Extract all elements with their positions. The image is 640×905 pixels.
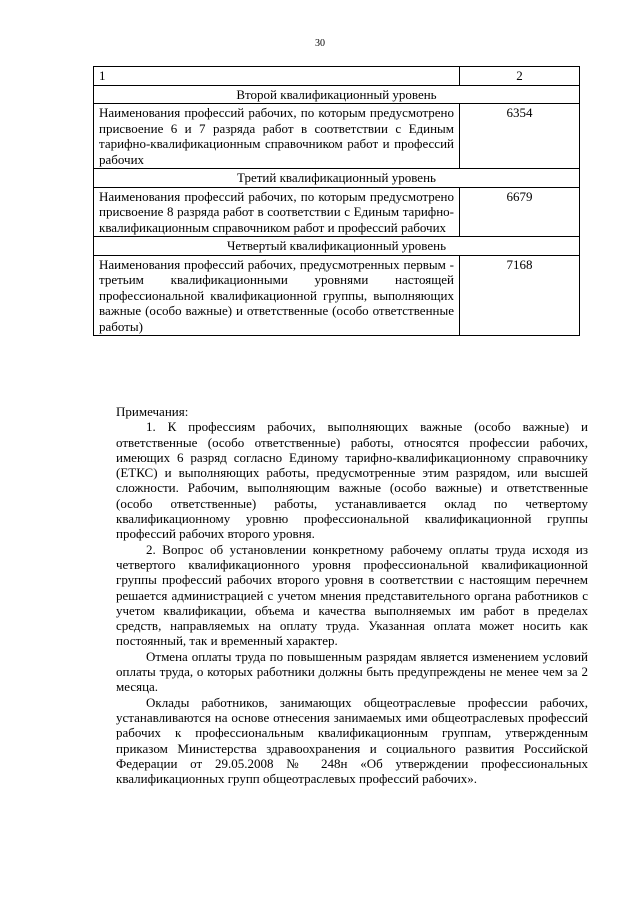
profession-description: Наименования профессий рабочих, по которым предусмотрено присвоение 6 и 7 разряда работ в соответствии с Единым тарифно-квалификационным справочником работ и профессий рабочих — [94, 104, 460, 169]
note-paragraph: 1. К профессиям рабочих, выполняющих важные (особо важные) и ответственные (особо ответственные) работы, относятся профессии рабочих, имеющих 6 разряд согласно Единому тарифно-квалификационному справочнику (ЕТКС) и выполняющих работы, предусмотренные этим разрядом, или высшей сложности. Рабочим, выполняющим важные (особо важные) и ответственные (особо ответственные) работы, устанавливается оклад по четвертому квалификационному уровню профессиональной квалификационной группы профессий рабочих второго уровня. — [116, 419, 588, 542]
salary-table — [93, 66, 580, 336]
level-row — [94, 85, 580, 104]
note-paragraph: 2. Вопрос об установлении конкретному рабочему оплаты труда исходя из четвертого квалификационного уровня профессиональной квалификационной группы профессий рабочих второго уровня в соответствии с настоящим перечнем решается администрацией с учетом мнения представительного органа работников с учетом квалификации, объема и качества выполняемых им работ в пределах средств, направляемых на оплату труда. Указанная оплата может носить как постоянный, так и временный характер. — [116, 541, 588, 649]
level-heading-4: Четвертый квалификационный уровень — [94, 237, 580, 256]
profession-description: Наименования профессий рабочих, предусмотренных первым - третьим квалификационными уровнями настоящей профессиональной квалификационной группы, выполняющих важные (особо важные) и ответственные (особо ответственные работы) — [94, 255, 460, 336]
level-row — [94, 169, 580, 188]
table-row — [94, 104, 580, 169]
profession-description: Наименования профессий рабочих, по которым предусмотрено присвоение 8 разряда работ в соответствии с Единым тарифно-квалификационным справочником работ и профессий рабочих — [94, 187, 460, 237]
table-row — [94, 187, 580, 237]
salary-value: 6679 — [460, 187, 580, 237]
notes-title: Примечания: — [116, 404, 189, 419]
level-heading-3: Третий квалификационный уровень — [94, 169, 580, 188]
level-heading-2: Второй квалификационный уровень — [94, 85, 580, 104]
table-header-row — [94, 67, 580, 86]
level-row — [94, 237, 580, 256]
notes-section — [116, 404, 588, 786]
salary-value: 6354 — [460, 104, 580, 169]
column-header-1: 1 — [94, 67, 460, 86]
column-header-2: 2 — [460, 67, 580, 86]
note-paragraph: Отмена оплаты труда по повышенным разрядам является изменением условий оплаты труда, о которых работники должны быть предупреждены не менее чем за 2 месяца. — [116, 648, 588, 695]
table-row — [94, 255, 580, 336]
salary-value: 7168 — [460, 255, 580, 336]
page-number: 30 — [315, 38, 325, 49]
note-paragraph: Оклады работников, занимающих общеотраслевые профессии рабочих, устанавливаются на основе отнесения занимаемых ими общеотраслевых профессий рабочих к профессиональным квалификационным группам, утвержденным приказом Министерства здравоохранения и социального развития Российской Федерации от 29.05.2008 № 248н «Об утверждении профессиональных квалификационных групп общеотраслевых профессий рабочих». — [116, 694, 588, 787]
